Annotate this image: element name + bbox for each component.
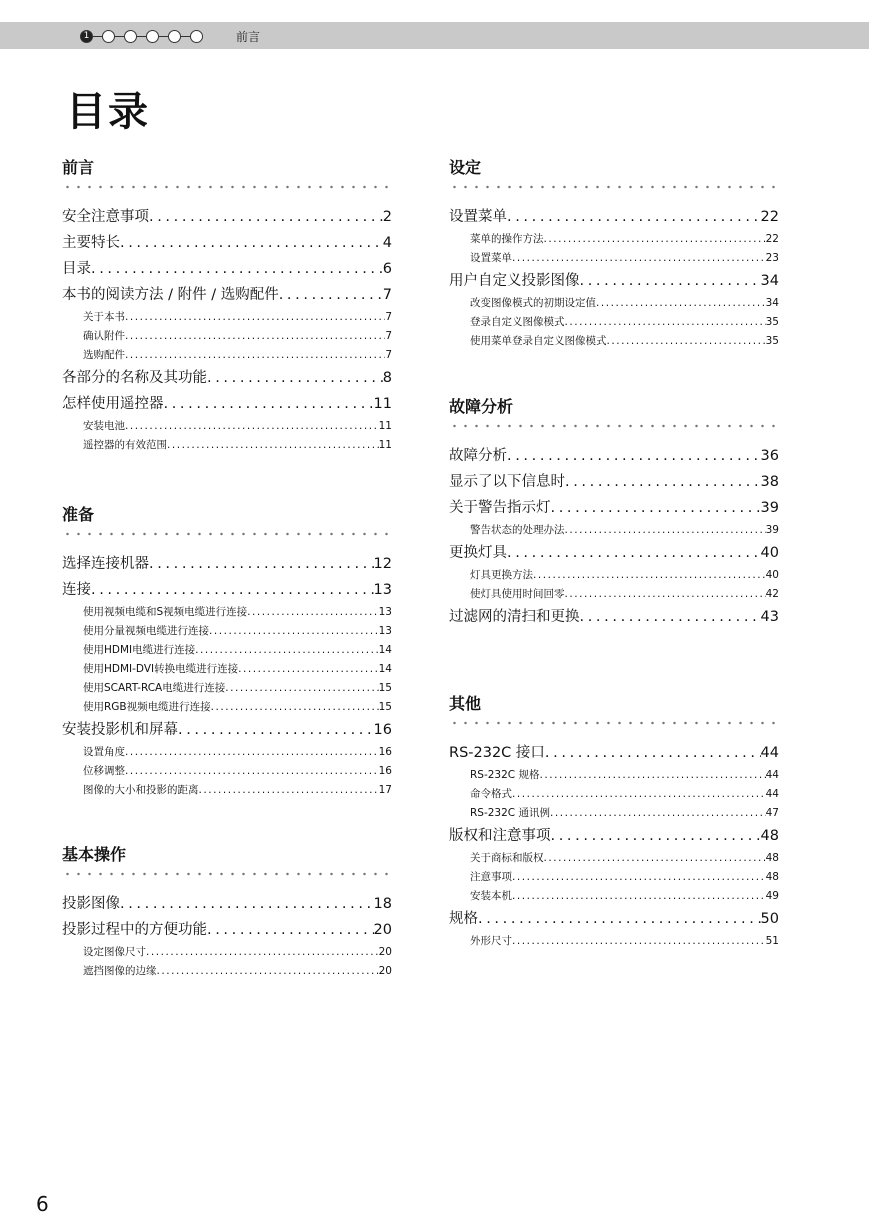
entry-page: 13	[378, 606, 392, 618]
dot-leader	[580, 604, 761, 630]
entry-page: 8	[382, 370, 392, 386]
toc-subentry[interactable]	[62, 622, 392, 641]
entry-label: 使用HDMI-DVI转换电缆进行连接	[83, 663, 239, 675]
entry-label: 使用SCART-RCA电缆进行连接	[83, 682, 226, 694]
toc-subentry[interactable]	[449, 585, 779, 604]
toc-subentry[interactable]	[449, 868, 779, 887]
entry-label: 使用HDMI电缆进行连接	[83, 644, 196, 656]
section-heading: 准备	[62, 505, 95, 524]
toc-subentry[interactable]	[449, 249, 779, 268]
dot-leader	[545, 740, 761, 766]
breadcrumb: 前言	[236, 30, 261, 44]
dot-leader	[565, 585, 766, 604]
entry-page: 20	[378, 946, 392, 958]
dot-leader	[512, 868, 766, 887]
step-connector	[137, 36, 146, 37]
dotted-divider	[62, 184, 392, 190]
entry-page: 48	[765, 852, 779, 864]
entry-page: 12	[373, 556, 392, 572]
entry-page: 20	[373, 922, 392, 938]
entry-page: 4	[382, 235, 392, 251]
dot-leader	[478, 906, 761, 932]
toc-entry[interactable]	[449, 604, 779, 630]
dot-leader	[149, 204, 383, 230]
entry-label: 用户自定义投影图像	[449, 273, 580, 289]
entry-page: 44	[765, 769, 779, 781]
entry-label: 遮挡图像的边缘	[83, 965, 157, 977]
entry-label: RS-232C 通讯例	[470, 807, 550, 819]
toc-column-left	[62, 158, 392, 981]
dot-leader	[125, 308, 385, 327]
toc-entry[interactable]	[62, 282, 392, 308]
toc-subentry[interactable]	[449, 766, 779, 785]
entry-label: 安装投影机和屏幕	[62, 722, 178, 738]
entry-label: 怎样使用遥控器	[62, 396, 164, 412]
dot-leader	[125, 327, 385, 346]
step-5	[168, 30, 181, 43]
toc-subentry[interactable]	[62, 743, 392, 762]
dot-leader	[120, 230, 383, 256]
step-connector	[159, 36, 168, 37]
dot-leader	[164, 391, 374, 417]
dot-leader	[125, 743, 379, 762]
entry-label: 选择连接机器	[62, 556, 149, 572]
entry-label: 关于警告指示灯	[449, 500, 551, 516]
entry-page: 6	[382, 261, 392, 277]
dotted-divider	[449, 720, 779, 726]
entry-page: 49	[765, 890, 779, 902]
entry-label: 确认附件	[83, 330, 125, 342]
step-3	[124, 30, 137, 43]
step-connector	[115, 36, 124, 37]
entry-label: 外形尺寸	[470, 935, 512, 947]
entry-label: 目录	[62, 261, 91, 277]
toc-entries	[62, 891, 392, 981]
dot-leader	[533, 566, 766, 585]
entry-label: 遥控器的有效范围	[83, 439, 167, 451]
entry-page: 16	[378, 746, 392, 758]
entry-page: 44	[765, 788, 779, 800]
dotted-divider	[449, 184, 779, 190]
dot-leader	[539, 766, 765, 785]
entry-label: 使用菜单登录自定义图像模式	[470, 335, 607, 347]
entry-page: 13	[378, 625, 392, 637]
entry-label: 使灯具使用时间回零	[470, 588, 565, 600]
entry-page: 39	[765, 524, 779, 536]
dot-leader	[507, 204, 761, 230]
dotted-divider	[449, 423, 779, 429]
dot-leader	[149, 551, 374, 577]
dot-leader	[512, 887, 766, 906]
dot-leader	[91, 256, 383, 282]
toc-subentry[interactable]	[62, 417, 392, 436]
toc-entry[interactable]	[449, 268, 779, 294]
entry-page: 13	[373, 582, 392, 598]
dot-leader	[551, 495, 761, 521]
entry-page: 47	[765, 807, 779, 819]
toc-entry[interactable]	[62, 391, 392, 417]
dot-leader	[512, 785, 766, 804]
toc-entries	[62, 204, 392, 455]
dot-leader	[565, 521, 766, 540]
dotted-divider	[62, 871, 392, 877]
entry-label: 灯具更换方法	[470, 569, 533, 581]
entry-page: 42	[765, 588, 779, 600]
toc-section	[449, 158, 779, 351]
entry-label: 显示了以下信息时	[449, 474, 565, 490]
entry-page: 15	[378, 682, 392, 694]
toc-entry[interactable]	[449, 740, 779, 766]
toc-entry[interactable]	[62, 365, 392, 391]
dot-leader	[507, 540, 761, 566]
toc-subentry[interactable]	[62, 698, 392, 717]
entry-page: 36	[760, 448, 779, 464]
step-4	[146, 30, 159, 43]
dot-leader	[596, 294, 766, 313]
header-bar	[0, 22, 869, 49]
entry-label: 菜单的操作方法	[470, 233, 544, 245]
toc-subentry[interactable]	[62, 641, 392, 660]
toc-subentry[interactable]	[62, 943, 392, 962]
step-6	[190, 30, 203, 43]
toc-entry[interactable]	[449, 823, 779, 849]
entry-page: 22	[765, 233, 779, 245]
entry-page: 20	[378, 965, 392, 977]
toc-entry[interactable]	[62, 891, 392, 917]
dot-leader	[125, 346, 385, 365]
dot-leader	[544, 849, 766, 868]
dot-leader	[512, 249, 766, 268]
toc-entry[interactable]	[449, 204, 779, 230]
dot-leader	[146, 943, 379, 962]
section-heading: 其他	[449, 694, 482, 713]
toc-entry[interactable]	[62, 717, 392, 743]
toc-subentry[interactable]	[449, 230, 779, 249]
entry-page: 34	[765, 297, 779, 309]
entry-label: 登录自定义图像模式	[470, 316, 565, 328]
entry-page: 14	[378, 663, 392, 675]
toc-subentry[interactable]	[62, 327, 392, 346]
entry-page: 40	[760, 545, 779, 561]
entry-page: 23	[765, 252, 779, 264]
dot-leader	[247, 603, 378, 622]
chapter-steps	[80, 28, 203, 44]
entry-page: 50	[760, 911, 779, 927]
toc-entries	[449, 740, 779, 951]
entry-page: 22	[760, 209, 779, 225]
entry-page: 38	[760, 474, 779, 490]
entry-page: 16	[378, 765, 392, 777]
toc-subentry[interactable]	[449, 521, 779, 540]
entry-label: 安全注意事项	[62, 209, 149, 225]
entry-label: 使用RGB视频电缆进行连接	[83, 701, 211, 713]
page-number: 6	[36, 1192, 49, 1216]
dot-leader	[565, 313, 766, 332]
dot-leader	[207, 365, 383, 391]
entry-page: 14	[378, 644, 392, 656]
entry-label: 设置菜单	[470, 252, 512, 264]
dot-leader	[207, 917, 374, 943]
toc-subentry[interactable]	[449, 887, 779, 906]
toc-entry[interactable]	[62, 230, 392, 256]
entry-page: 11	[378, 439, 392, 451]
toc-section	[62, 505, 392, 800]
toc-subentry[interactable]	[449, 313, 779, 332]
entry-page: 40	[765, 569, 779, 581]
toc-section	[449, 397, 779, 630]
entry-page: 11	[373, 396, 392, 412]
toc-entry[interactable]	[62, 917, 392, 943]
entry-page: 11	[378, 420, 392, 432]
page-title: 目录	[66, 89, 150, 135]
dot-leader	[125, 417, 379, 436]
entry-page: 17	[378, 784, 392, 796]
toc-subentry[interactable]	[62, 603, 392, 622]
toc-entry[interactable]	[62, 551, 392, 577]
dot-leader	[91, 577, 374, 603]
dot-leader	[279, 282, 383, 308]
entry-page: 35	[765, 335, 779, 347]
toc-entry[interactable]	[449, 495, 779, 521]
toc-subentry[interactable]	[449, 932, 779, 951]
dot-leader	[512, 932, 766, 951]
entry-label: 位移调整	[83, 765, 125, 777]
toc-subentry[interactable]	[449, 849, 779, 868]
entry-label: 规格	[449, 911, 478, 927]
toc-entry[interactable]	[449, 540, 779, 566]
entry-label: 安装电池	[83, 420, 125, 432]
dot-leader	[507, 443, 761, 469]
toc-entry[interactable]	[62, 577, 392, 603]
toc-entries	[449, 204, 779, 351]
entry-page: 7	[385, 311, 392, 323]
dot-leader	[238, 660, 379, 679]
toc-section	[449, 694, 779, 951]
dot-leader	[580, 268, 761, 294]
toc-entry[interactable]	[62, 204, 392, 230]
entry-page: 7	[385, 349, 392, 361]
entry-label: 过滤网的清扫和更换	[449, 609, 580, 625]
entry-page: 43	[760, 609, 779, 625]
entry-label: 故障分析	[449, 448, 507, 464]
dot-leader	[565, 469, 761, 495]
entry-label: 设定图像尺寸	[83, 946, 146, 958]
toc-subentry[interactable]	[62, 679, 392, 698]
toc-subentry[interactable]	[62, 308, 392, 327]
entry-page: 34	[760, 273, 779, 289]
toc-subentry[interactable]	[449, 294, 779, 313]
entry-label: 设置菜单	[449, 209, 507, 225]
entry-page: 39	[760, 500, 779, 516]
toc-subentry[interactable]	[62, 346, 392, 365]
toc-entries	[449, 443, 779, 630]
entry-label: 主要特长	[62, 235, 120, 251]
entry-label: 本书的阅读方法 / 附件 / 选购配件	[62, 287, 279, 303]
toc-subentry[interactable]	[62, 436, 392, 455]
entry-label: 安装本机	[470, 890, 512, 902]
section-heading: 基本操作	[62, 845, 127, 864]
entry-page: 7	[382, 287, 392, 303]
dot-leader	[178, 717, 374, 743]
step-connector	[93, 36, 102, 37]
entry-label: 改变图像模式的初期设定值	[470, 297, 596, 309]
toc-section	[62, 158, 392, 455]
section-heading: 前言	[62, 158, 95, 177]
toc-entry[interactable]	[449, 469, 779, 495]
toc-subentry[interactable]	[449, 332, 779, 351]
toc-section	[62, 845, 392, 981]
toc-subentry[interactable]	[449, 566, 779, 585]
toc-entry[interactable]	[449, 443, 779, 469]
entry-page: 2	[382, 209, 392, 225]
entry-label: 使用分量视频电缆进行连接	[83, 625, 209, 637]
entry-label: 关于商标和版权	[470, 852, 544, 864]
toc-subentry[interactable]	[449, 785, 779, 804]
dot-leader	[120, 891, 374, 917]
entry-label: 命令格式	[470, 788, 512, 800]
toc-subentry[interactable]	[62, 781, 392, 800]
entry-label: 版权和注意事项	[449, 828, 551, 844]
dotted-divider	[62, 531, 392, 537]
entry-page: 48	[765, 871, 779, 883]
entry-label: 投影图像	[62, 896, 120, 912]
entry-page: 48	[760, 828, 779, 844]
entry-label: 使用视频电缆和S视频电缆进行连接	[83, 606, 248, 618]
toc-entry[interactable]	[62, 256, 392, 282]
step-2	[102, 30, 115, 43]
entry-page: 15	[378, 701, 392, 713]
dot-leader	[211, 698, 379, 717]
toc-entry[interactable]	[449, 906, 779, 932]
entry-label: 更换灯具	[449, 545, 507, 561]
entry-label: RS-232C 接口	[449, 745, 545, 761]
dot-leader	[225, 679, 378, 698]
dot-leader	[550, 804, 766, 823]
entry-page: 51	[765, 935, 779, 947]
toc-column-right	[449, 158, 779, 951]
entry-label: 各部分的名称及其功能	[62, 370, 207, 386]
entry-label: RS-232C 规格	[470, 769, 540, 781]
dot-leader	[125, 762, 379, 781]
dot-leader	[551, 823, 761, 849]
section-heading: 故障分析	[449, 397, 514, 416]
dot-leader	[195, 641, 378, 660]
entry-label: 注意事项	[470, 871, 512, 883]
entry-page: 16	[373, 722, 392, 738]
dot-leader	[544, 230, 766, 249]
dot-leader	[607, 332, 766, 351]
entry-page: 44	[760, 745, 779, 761]
section-heading: 设定	[449, 158, 482, 177]
entry-label: 图像的大小和投影的距离	[83, 784, 199, 796]
entry-label: 警告状态的处理办法	[470, 524, 565, 536]
entry-label: 投影过程中的方便功能	[62, 922, 207, 938]
toc-entries	[62, 551, 392, 800]
entry-label: 选购配件	[83, 349, 125, 361]
entry-page: 18	[373, 896, 392, 912]
dot-leader	[199, 781, 379, 800]
entry-label: 关于本书	[83, 311, 125, 323]
entry-label: 连接	[62, 582, 91, 598]
step-connector	[181, 36, 190, 37]
step-1: 1	[80, 30, 93, 43]
toc-subentry[interactable]	[62, 962, 392, 981]
dot-leader	[157, 962, 379, 981]
entry-page: 35	[765, 316, 779, 328]
entry-label: 设置角度	[83, 746, 125, 758]
toc-subentry[interactable]	[62, 660, 392, 679]
dot-leader	[167, 436, 379, 455]
dot-leader	[209, 622, 379, 641]
entry-page: 7	[385, 330, 392, 342]
toc-subentry[interactable]	[62, 762, 392, 781]
toc-subentry[interactable]	[449, 804, 779, 823]
